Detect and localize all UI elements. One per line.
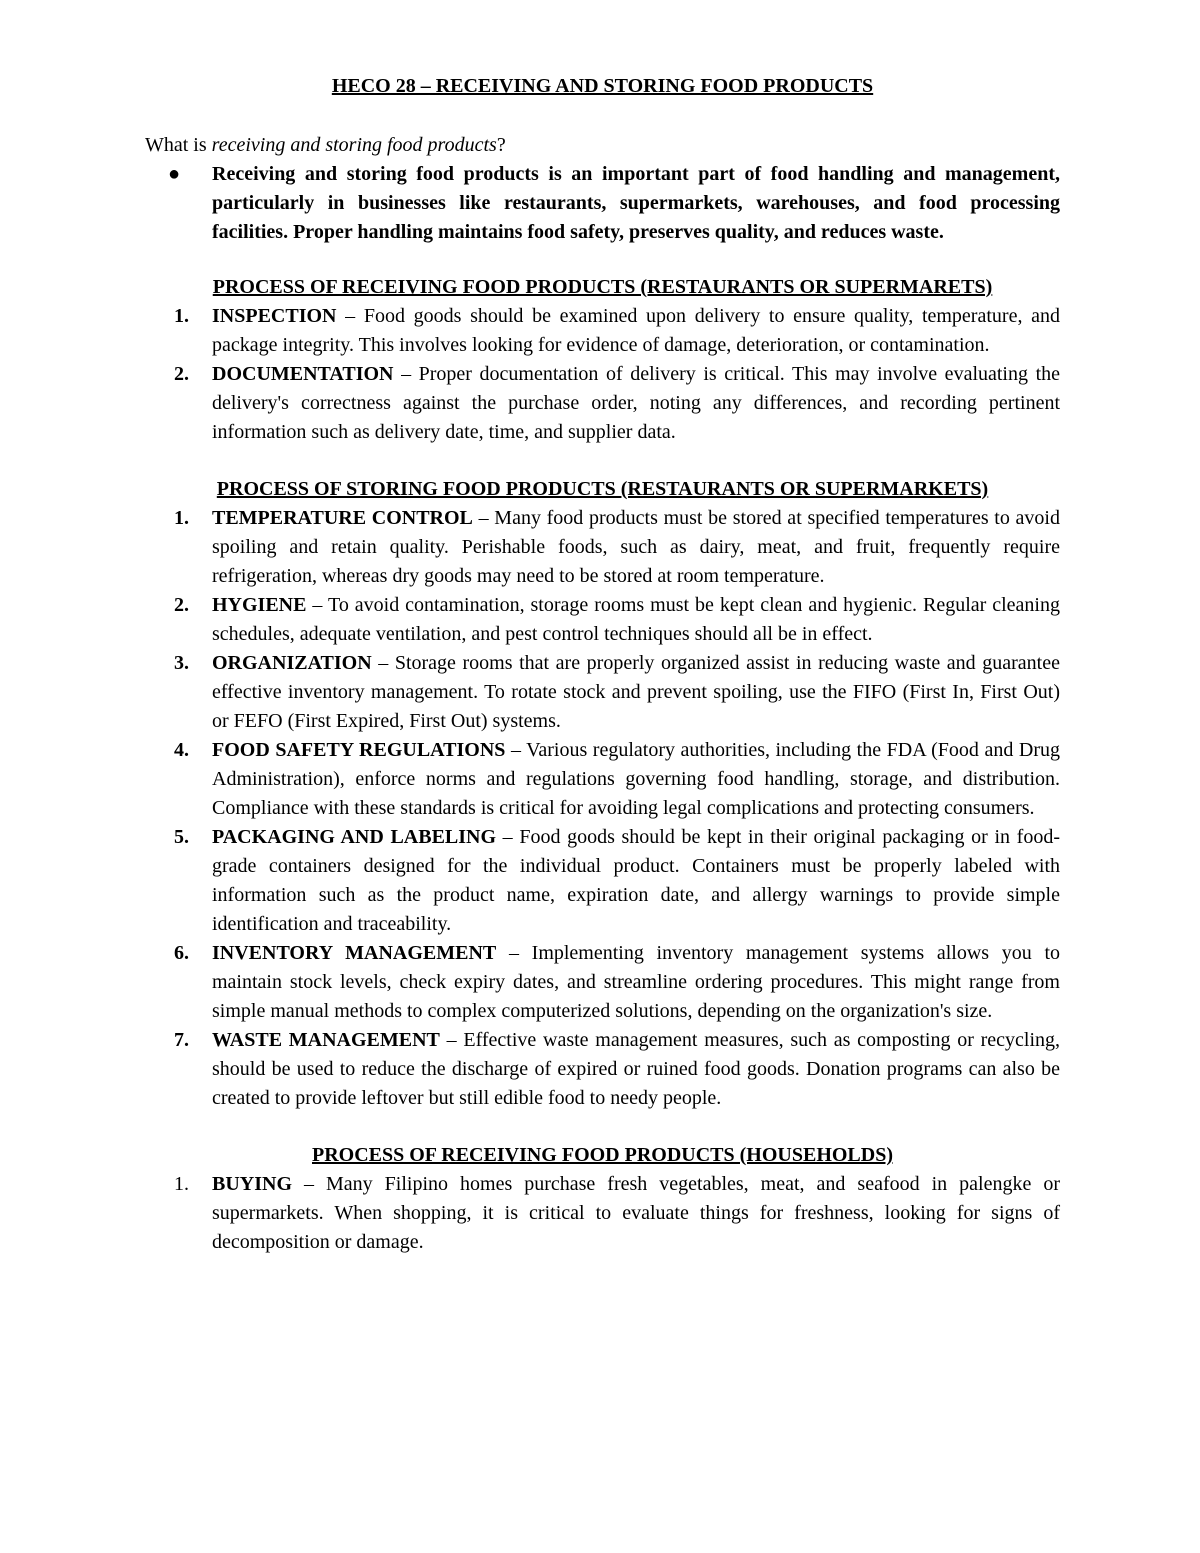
- intro-question: [145, 131, 1060, 160]
- item-text: – Food goods should be kept in their original packaging or in food-grade containers designed for the individual product. Containers must be properly labeled with information such as the product name, expiration date, and allergy warnings to provide simple identification and traceability.: [212, 826, 1060, 935]
- document-title: HECO 28 – RECEIVING AND STORING FOOD PRODUCTS: [331, 75, 874, 97]
- item-text: – Various regulatory authorities, including the FDA (Food and Drug Administration), enforce norms and regulations governing food handling, storage, and distribution. Compliance with these standards is critical for avoiding legal complications and protecting consumers.: [212, 739, 1060, 819]
- item-term: BUYING: [212, 1173, 293, 1195]
- question-emphasis: receiving and storing food products: [211, 134, 497, 156]
- item-number: 1.: [174, 507, 189, 529]
- list-item: [174, 302, 1060, 360]
- item-number: 5.: [174, 826, 189, 848]
- list-item: [174, 504, 1060, 591]
- list-item: [174, 736, 1060, 823]
- item-term: DOCUMENTATION: [212, 363, 394, 385]
- list-item: [174, 1026, 1060, 1113]
- item-number: 2.: [174, 594, 189, 616]
- section-list-receiving-restaurants: [145, 302, 1060, 447]
- question-prefix: What is: [145, 134, 212, 156]
- list-item: [174, 1170, 1060, 1257]
- item-number: 2.: [174, 363, 189, 385]
- item-text: – Storage rooms that are properly organized assist in reducing waste and guarantee effective inventory management. To rotate stock and prevent spoiling, use the FIFO (First In, First Out) or FEFO (First Expired, First Out) systems.: [212, 652, 1060, 732]
- item-text: – Many food products must be stored at specified temperatures to avoid spoiling and retain quality. Perishable foods, such as dairy, meat, and fruit, frequently require refrigeration, whereas dry goods may need to be stored at room temperature.: [212, 507, 1060, 587]
- list-item: [174, 939, 1060, 1026]
- section-list-storing-restaurants: [145, 504, 1060, 1113]
- list-item: [174, 649, 1060, 736]
- item-term: PACKAGING AND LABELING: [212, 826, 497, 848]
- question-suffix: ?: [496, 134, 506, 156]
- item-term: TEMPERATURE CONTROL: [212, 507, 473, 529]
- item-term: ORGANIZATION: [212, 652, 372, 674]
- item-term: INSPECTION: [212, 305, 337, 327]
- item-text: – To avoid contamination, storage rooms must be kept clean and hygienic. Regular cleaning schedules, adequate ventilation, and pest control techniques should all be in effect.: [212, 594, 1060, 645]
- item-text: – Food goods should be examined upon delivery to ensure quality, temperature, and package integrity. This involves looking for evidence of damage, deterioration, or contamination.: [212, 305, 1060, 356]
- item-number: 3.: [174, 652, 189, 674]
- item-term: HYGIENE: [212, 594, 307, 616]
- list-item: [174, 823, 1060, 939]
- item-number: 4.: [174, 739, 189, 761]
- document-body: [145, 72, 1060, 1285]
- bullet-icon: ●: [168, 163, 181, 185]
- item-term: WASTE MANAGEMENT: [212, 1029, 440, 1051]
- item-text: – Proper documentation of delivery is critical. This may involve evaluating the delivery's correctness against the purchase order, noting any differences, and recording pertinent information such as delivery date, time, and supplier data.: [212, 363, 1060, 443]
- list-item: [174, 360, 1060, 447]
- section-title-storing-restaurants: PROCESS OF STORING FOOD PRODUCTS (RESTAURANTS OR SUPERMARKETS): [216, 478, 989, 500]
- item-term: FOOD SAFETY REGULATIONS: [212, 739, 506, 761]
- item-text: – Many Filipino homes purchase fresh vegetables, meat, and seafood in palengke or supermarkets. When shopping, it is critical to evaluate things for freshness, looking for signs of decomposition or damage.: [212, 1173, 1060, 1253]
- list-item: [174, 591, 1060, 649]
- item-term: INVENTORY MANAGEMENT: [212, 942, 497, 964]
- section-title-receiving-restaurants: PROCESS OF RECEIVING FOOD PRODUCTS (RESTAURANTS OR SUPERMARETS): [212, 276, 993, 298]
- intro-bullet-text: Receiving and storing food products is an important part of food handling and management, particularly in businesses like restaurants, supermarkets, warehouses, and food processing facilities. Proper handling maintains food safety, preserves quality, and reduces waste.: [212, 163, 1060, 243]
- item-number: 1.: [174, 305, 189, 327]
- intro-bullet-item: [168, 160, 1060, 247]
- intro-bullet-list: [145, 160, 1060, 247]
- section-list-receiving-households: [145, 1170, 1060, 1257]
- item-text: – Implementing inventory management systems allows you to maintain stock levels, check expiry dates, and streamline ordering procedures. This might range from simple manual methods to complex computerized solutions, depending on the organization's size.: [212, 942, 1060, 1022]
- item-number: 6.: [174, 942, 189, 964]
- section-title-receiving-households: PROCESS OF RECEIVING FOOD PRODUCTS (HOUSEHOLDS): [312, 1144, 893, 1166]
- item-number: 7.: [174, 1029, 189, 1051]
- item-number: 1.: [174, 1173, 189, 1195]
- item-text: – Effective waste management measures, such as composting or recycling, should be used to reduce the discharge of expired or ruined food goods. Donation programs can also be created to provide leftover but still edible food to needy people.: [212, 1029, 1060, 1109]
